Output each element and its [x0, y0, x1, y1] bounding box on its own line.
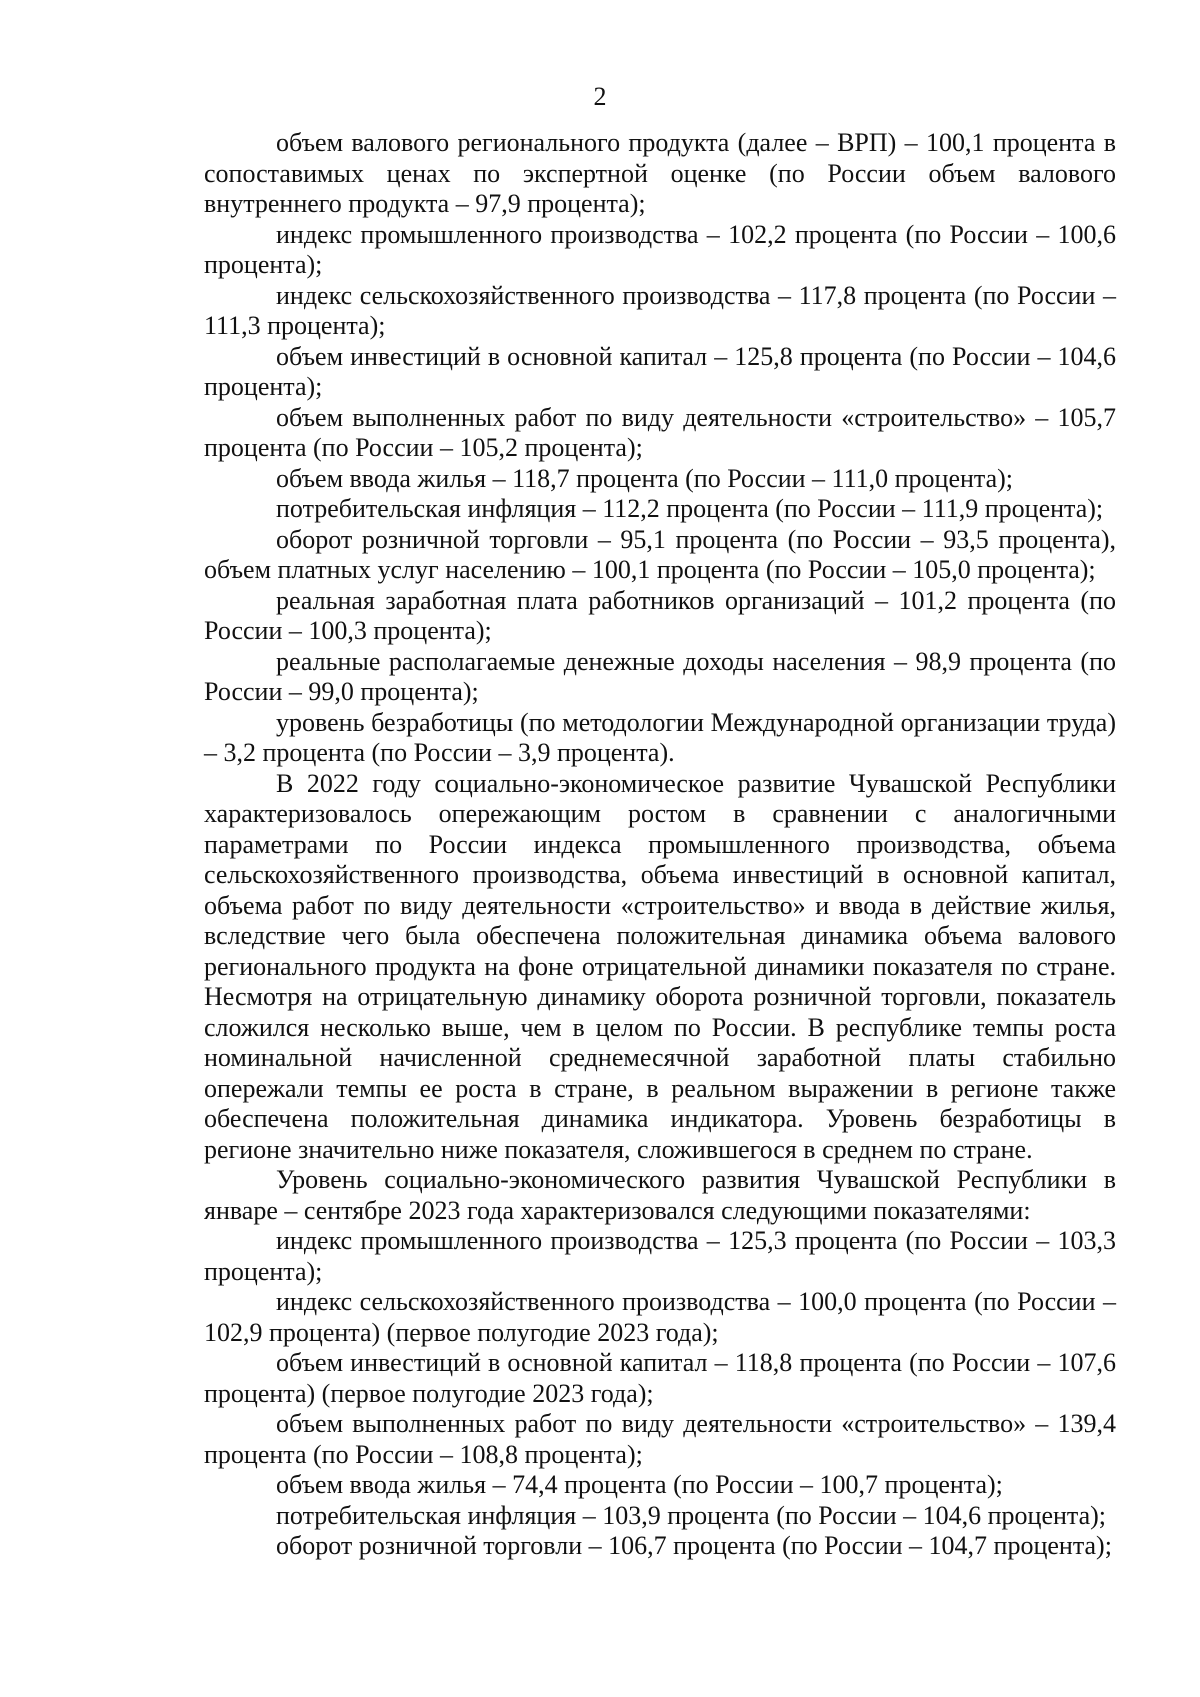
document-body: [204, 128, 1116, 1562]
paragraph-retail-2023: оборот розничной торговли – 106,7 процента (по России – 104,7 процента);: [276, 1531, 1112, 1560]
paragraph-real-wages-2022: реальная заработная плата работников организаций – 101,2 процента (по России – 100,3 процента);: [204, 585, 1116, 645]
paragraph-grp: объем валового регионального продукта (далее – ВРП) – 100,1 процента в сопоставимых ценах по экспертной оценке (по России объем валового внутреннего продукта – 97,9 процента);: [204, 128, 1116, 218]
paragraph-inflation-2022: потребительская инфляция – 112,2 процента (по России – 111,9 процента);: [276, 494, 1104, 523]
paragraph-real-income-2022: реальные располагаемые денежные доходы населения – 98,9 процента (по России – 99,0 процента);: [204, 646, 1116, 706]
paragraph-intro-2023: Уровень социально-экономического развития Чувашской Республики в январе – сентябре 2023 года характеризовался следующими показателями:: [204, 1165, 1116, 1225]
paragraph-housing-2022: объем ввода жилья – 118,7 процента (по России – 111,0 процента);: [276, 463, 1014, 493]
paragraph-agricultural-index-2023: индекс сельскохозяйственного производства – 100,0 процента (по России – 102,9 процента) (первое полугодие 2023 года);: [204, 1287, 1116, 1347]
paragraph-summary-2022: В 2022 году социально-экономическое развитие Чувашской Республики характеризовалось опережающим ростом в сравнении с аналогичными параметрами по России индекса промышленного производства, объема сельскохозяйственного производства, объема инвестиций в основной капитал, объема работ по виду деятельности «строительство» и ввода в действие жилья, вследствие чего была обеспечена положительная динамика объема валового регионального продукта на фоне отрицательной динамики показателя по стране. Несмотря на отрицательную динамику оборота розничной торговли, показатель сложился несколько выше, чем в целом по России. В республике темпы роста номинальной начисленной среднемесячной заработной платы стабильно опережали темпы ее роста в стране, в реальном выражении в регионе также обеспечена положительная динамика индикатора. Уровень безработицы в регионе значительно ниже показателя, сложившегося в среднем по стране.: [204, 768, 1116, 1164]
paragraph-agricultural-index-2022: индекс сельскохозяйственного производства – 117,8 процента (по России – 111,3 процента);: [204, 280, 1116, 340]
paragraph-investment-2022: объем инвестиций в основной капитал – 125,8 процента (по России – 104,6 процента);: [204, 341, 1116, 401]
paragraph-unemployment-2022: уровень безработицы (по методологии Международной организации труда) – 3,2 процента (по России – 3,9 процента).: [204, 707, 1116, 767]
paragraph-investment-2023: объем инвестиций в основной капитал – 118,8 процента (по России – 107,6 процента) (первое полугодие 2023 года);: [204, 1348, 1116, 1408]
paragraph-construction-2022: объем выполненных работ по виду деятельности «строительство» – 105,7 процента (по России – 105,2 процента);: [204, 402, 1116, 462]
paragraph-inflation-2023: потребительская инфляция – 103,9 процента (по России – 104,6 процента);: [276, 1500, 1107, 1530]
paragraph-construction-2023: объем выполненных работ по виду деятельности «строительство» – 139,4 процента (по России – 108,8 процента);: [204, 1409, 1116, 1469]
paragraph-industrial-index-2022: индекс промышленного производства – 102,2 процента (по России – 100,6 процента);: [204, 219, 1116, 279]
paragraph-housing-2023: объем ввода жилья – 74,4 процента (по России – 100,7 процента);: [276, 1470, 1003, 1499]
paragraph-industrial-index-2023: индекс промышленного производства – 125,3 процента (по России – 103,3 процента);: [204, 1226, 1116, 1286]
paragraph-retail-services-2022: оборот розничной торговли – 95,1 процента (по России – 93,5 процента), объем платных услуг населению – 100,1 процента (по России – 105,0 процента);: [204, 524, 1116, 584]
page-number: 2: [593, 82, 607, 111]
